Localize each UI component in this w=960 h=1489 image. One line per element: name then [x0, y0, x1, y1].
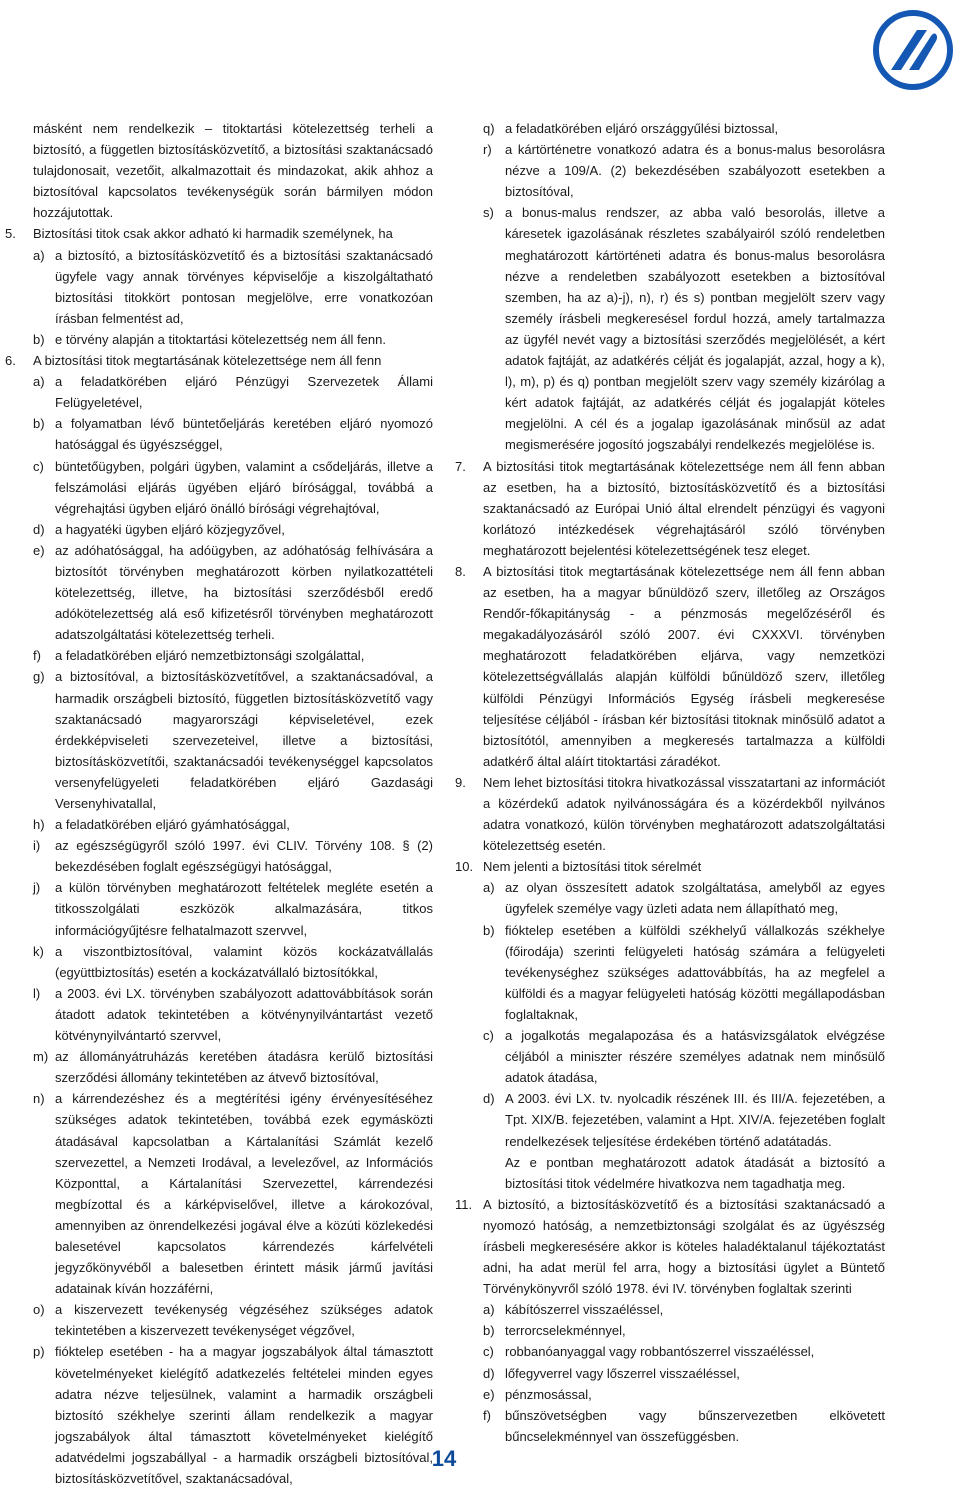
section-number: 10.: [455, 859, 474, 875]
list-item-letter: d): [483, 1091, 495, 1107]
list-item-text: lőfegyverrel vagy lőszerrel visszaéléssel,: [505, 1365, 740, 1381]
list-item-letter: a): [33, 374, 45, 390]
section-7: [455, 456, 885, 561]
list-item-text: a 2003. évi LX. törvényben szabályozott adattovábbítások során átadott adatok tekintetében a kötvénynyilvántartást vezető kötvénynyilvántartó szervvel,: [55, 985, 433, 1044]
list-item-letter: q): [483, 121, 495, 136]
list-item-letter: g): [33, 669, 45, 685]
list-item-letter: k): [33, 943, 44, 959]
list-item-text: robbanóanyaggal vagy robbantószerrel visszaéléssel,: [505, 1344, 815, 1360]
list-item: [33, 413, 433, 455]
section-text: A biztosítási titok megtartásának kötelezettsége nem áll fenn abban az esetben, ha a biztosító, biztosításközvetítő és a biztosítási szaktanácsadó az Európai Unió által elrendelt pénzügyi és vagyoni korlátozó intézkedések végrehajtásáról szóló törvényben meghatározott bejelentési kötelezettségének tesz eleget.: [483, 458, 885, 558]
section-9: [455, 772, 885, 856]
section-10-list: [483, 877, 885, 1151]
page-number: 14: [431, 1446, 457, 1471]
list-item: [33, 1046, 433, 1088]
section-text: A biztosítási titok megtartásának kötelezettsége nem áll fenn: [33, 353, 382, 369]
list-item: [33, 645, 433, 666]
list-item-letter: i): [33, 838, 41, 854]
list-item-letter: b): [483, 922, 495, 938]
section-5: [5, 223, 433, 244]
section-number: 6.: [5, 353, 16, 369]
company-logo: [873, 10, 953, 90]
section-number: 8.: [455, 563, 466, 579]
list-item-letter: e): [33, 542, 45, 558]
list-item: [483, 1088, 885, 1151]
section-number: 11.: [455, 1196, 473, 1212]
section-11: [455, 1194, 885, 1299]
list-item: [33, 941, 433, 983]
section-5-list: [33, 245, 433, 350]
right-column: [455, 118, 885, 1447]
list-item: [33, 329, 433, 350]
list-item-text: a biztosító, a biztosításközvetítő és a biztosítási szaktanácsadó ügyfele vagy annak törvényes képviselője a kiszolgáltatható biztosítási titokkört pontosan megjelölve, erre vonatkozóan írásban felmentést ad,: [55, 247, 433, 326]
list-item-text: a feladatkörében eljáró nemzetbiztonsági szolgálattal,: [55, 648, 365, 664]
list-item: [483, 118, 885, 139]
list-item-letter: f): [33, 648, 41, 664]
list-item-letter: e): [483, 1386, 495, 1402]
list-item: [33, 371, 433, 413]
list-item-text: bűnszövetségben vagy bűnszervezetben elkövetett bűncselekménnyel van összefüggésben.: [505, 1407, 885, 1444]
list-item-text: büntetőügyben, polgári ügyben, valamint a csődeljárás, illetve a felszámolási eljárás ügyében eljáró bírósággal, továbbá a végrehajtási ügyben eljáró önálló bírósági végrehajtóval,: [55, 458, 433, 516]
list-item-text: fióktelep esetében a külföldi székhelyű vállalkozás székhelye (főirodája) szerinti felügyeleti hatóság számára a felügyeleti tevékenységhez szükséges adattovábbítás, ha az megfelel a külföldi és a magyar felügyeleti hatóság közötti megállapodásban foglaltaknak,: [505, 922, 885, 1022]
list-item: [33, 456, 433, 519]
list-item-letter: h): [33, 817, 45, 833]
section-text: A biztosító, a biztosításközvetítő és a biztosítási szaktanácsadó a nyomozó hatóság, a nemzetbiztonsági szolgálat és az ügyészség írásbeli megkeresésére akkor is köteles haladéktalanul tájékoztatást adni, ha adat merül fel arra, hogy a biztosítási ügylet a Büntető Törvénykönyvről szóló 1978. évi IV. törvényben foglaltak szerinti: [483, 1196, 885, 1297]
section-6-list-continued: [483, 118, 885, 456]
list-item: [33, 1088, 433, 1299]
left-column: [5, 118, 433, 1489]
list-item-letter: b): [33, 331, 45, 347]
list-item: [33, 835, 433, 877]
list-item-letter: d): [33, 521, 45, 537]
list-item-letter: p): [33, 1344, 45, 1360]
list-item-text: terrorcselekménnyel,: [505, 1323, 626, 1339]
section-text: A biztosítási titok megtartásának kötelezettsége nem áll fenn abban az esetben, ha a magyar bűnüldöző szerv, illetőleg az Országos Rendőr-főkapitányság - a pénzmosás megelőzéséről és megakadályozásáról szóló 2007. évi CXXXVI. törvényben meghatározott feladatkörében eljárva, vagy nemzetközi kötelezettségvállalás alapján külföldi bűnüldöző szerv, illetőleg külföldi Pénzügyi Információs Egység írásbeli megkeresése teljesítése céljából - írásban kér biztosítási titoknak minősülő adatot a biztosítótól, amennyiben a megkeresés tartalmazza a külföldi adatkérő által aláírt titoktartási záradékot.: [483, 563, 885, 769]
list-item: [33, 666, 433, 814]
section-8: [455, 561, 885, 772]
list-item-text: A 2003. évi LX. tv. nyolcadik részének III. és III/A. fejezetében, a Tpt. XIX/B. fejezetében, valamint a Hpt. XIV/A. fejezetében foglalt rendelkezések teljesítése érdekében történő adatátadás.: [505, 1091, 885, 1149]
list-item: [33, 877, 433, 940]
list-item-letter: m): [33, 1049, 49, 1065]
list-item-letter: f): [483, 1407, 491, 1423]
list-item-letter: n): [33, 1091, 45, 1107]
list-item-letter: c): [483, 1028, 494, 1044]
section-text: Nem lehet biztosítási titokra hivatkozással visszatartani az információt a közérdekű adatok nyilvánosságára és a közérdekből nyilvános adatra vonatkozó, külön törvényben meghatározott adatszolgáltatási kötelezettség esetén.: [483, 774, 885, 854]
list-item-text: az adóhatósággal, ha adóügyben, az adóhatóság felhívására a biztosítót törvényben meghatározott körben nyilatkozattételi kötelezettség, illetve, ha biztosítási szerződésből eredő adókötelezettség alá eső kifizetésről törvényben meghatározott adatszolgáltatási kötelezettség terheli.: [55, 542, 433, 643]
list-item-letter: r): [483, 142, 492, 158]
list-item-text: a feladatkörében eljáró gyámhatósággal,: [55, 817, 290, 833]
list-item: [483, 139, 885, 202]
section-text: Biztosítási titok csak akkor adható ki harmadik személynek, ha: [33, 226, 393, 242]
list-item-text: fióktelep esetében - ha a magyar jogszabályok által támasztott követelményeket kielégítő adatkezelés feltételei minden egyes adatra nézve teljesülnek, valamint a harmadik országbeli biztosító székhelye szerinti állam rendelkezik a magyar jogszabályok által támasztott követelményeket kielégítő adatvédelmi jogszabállyal - a harmadik országbeli biztosítóval, biztosításközvetítővel, szaktanácsadóval,: [55, 1344, 433, 1486]
list-item: [483, 1405, 885, 1447]
list-item: [483, 1384, 885, 1405]
list-item: [483, 1320, 885, 1341]
list-item: [483, 1341, 885, 1362]
list-item-letter: o): [33, 1302, 45, 1318]
list-item-text: az állományátruházás keretében átadásra kerülő biztosítási szerződési állomány tekintetében az átvevő biztosítóval,: [55, 1049, 433, 1086]
list-item-letter: s): [483, 205, 494, 221]
list-item-text: a kiszervezett tevékenység végzéséhez szükséges adatok tekintetében a kiszervezett tevékenységet végzővel,: [55, 1302, 433, 1339]
list-item: [33, 983, 433, 1046]
list-item-letter: b): [483, 1323, 495, 1339]
list-item: [33, 814, 433, 835]
list-item-text: a bonus-malus rendszer, az abba való besorolás, illetve a káresetek igazolásának részletes szabályairól szóló rendeletben meghatározott kártörténeti adatra és bonus-malus besorolásra nézve a rendeletben szabályozott esetekben a biztosítóval szemben, ha az a)-j), n), r) és s) pontban megjelölt szerv vagy személy írásbeli megkeresésel fordul hozzá, amely tartalmazza az ügyfél nevét vagy a biztosítási szerződés megjelölését, a kért adatok fajtáját, az adatkérés célját és jogalapját, azzal, hogy a k), l), m), p) és q) pontban megjelölt szerv vagy személy kizárólag a kért adatok fajtáját, az adatkérés célját és jogalapját köteles megjelölni. A cél és a jogalap igazolásának minősül az adat megismerésére jogosító jogszabályi rendelkezés megjelölése is.: [505, 205, 885, 453]
list-item-text: az egészségügyről szóló 1997. évi CLIV. Törvény 108. § (2) bekezdésében foglalt egészségügyi hatósággal,: [55, 838, 433, 875]
list-item-text: e törvény alapján a titoktartási kötelezettség nem áll fenn.: [55, 331, 386, 347]
list-item-letter: a): [33, 247, 45, 263]
list-item: [483, 877, 885, 919]
section-6: [5, 350, 433, 371]
list-item-letter: a): [483, 1302, 495, 1318]
list-item-letter: c): [33, 458, 44, 474]
list-item: [483, 1025, 885, 1088]
section-number: 5.: [5, 226, 16, 242]
list-item: [483, 202, 885, 455]
section-10: [455, 856, 885, 877]
section-number: 7.: [455, 458, 466, 474]
list-item-text: a kárrendezéshez és a megtérítési igény érvényesítéséhez szükséges adatok tekintetében, továbbá ezek egymásközti átadásával kapcsolatban a Kártalanítási Számlát kezelő szervezettel, a Nemzeti Irodával, a levelezővel, az Információs Központtal, a Kártalanítási Szervezettel, kárrendezési megbízottal és a kárképviselővel, illetve a károkozóval, amennyiben az önrendelkezési jogával élve a közúti közlekedési balesetével kapcsolatos kárrendezés kárfelvételi jegyzőkönyvéből a balesetben érintett másik jármű javítási adatainak kíván hozzáférni,: [55, 1091, 433, 1297]
list-item-text: a hagyatéki ügyben eljáró közjegyzővel,: [55, 521, 285, 537]
list-item: [483, 1299, 885, 1320]
list-item-text: az olyan összesített adatok szolgáltatása, amelyből az egyes ügyfelek személye vagy üzleti adata nem állapítható meg,: [505, 880, 885, 917]
list-item: [483, 920, 885, 1025]
list-item-letter: a): [483, 880, 495, 896]
list-item: [33, 245, 433, 329]
list-item-letter: l): [33, 985, 41, 1001]
list-item-text: pénzmosással,: [505, 1386, 592, 1402]
list-item-text: a biztosítóval, a biztosításközvetítővel, a szaktanácsadóval, a harmadik országbeli biztosító, független biztosításközvetítő vagy szaktanácsadó magyarországi képviseletével, ezek érdekképviseleti szervezeteivel, illetve a biztosítási, biztosításközvetítői, szaktanácsadói tevékenységgel kapcsolatos versenyfelügyeleti feladatkörében eljáró Gazdasági Versenyhivatallal,: [55, 669, 433, 811]
section-11-list: [483, 1299, 885, 1447]
list-item: [33, 540, 433, 645]
intro-paragraph: másként nem rendelkezik – titoktartási kötelezettség terheli a biztosító, a független biztosításközvetítő, a biztosítási szaktanácsadó tulajdonosait, vezetőit, alkalmazottait és mindazokat, akik ahhoz a biztosítóval kapcsolatos tevékenységük során bármilyen módon hozzájutottak.: [33, 121, 433, 221]
list-item-text: a jogalkotás megalapozása és a hatásvizsgálatok elvégzése céljából a miniszter részére személyes adatnak nem minősülő adatok átadása,: [505, 1028, 885, 1086]
section-number: 9.: [455, 774, 466, 790]
list-item-text: a folyamatban lévő büntetőeljárás keretében eljáró nyomozó hatósággal és ügyészséggel,: [55, 416, 433, 453]
list-item-text: a külön törvényben meghatározott feltételek megléte esetén a titkosszolgálati eszközök alkalmazására, titkos információgyűjtésre felhatalmazott szervvel,: [55, 880, 433, 938]
list-item-text: a feladatkörében eljáró Pénzügyi Szervezetek Állami Felügyeletével,: [55, 374, 433, 411]
section-6-list: [33, 371, 433, 1489]
list-item-letter: j): [33, 880, 41, 896]
list-item: [33, 1299, 433, 1341]
list-item-letter: b): [33, 416, 45, 432]
list-item-text: a feladatkörében eljáró országgyűlési biztossal,: [505, 121, 779, 136]
list-item: [33, 519, 433, 540]
list-item-text: a kártörténetre vonatkozó adatra és a bonus-malus besorolásra nézve a 109/A. (2) bekezdésében szabályozott esetekben a biztosítóval,: [505, 142, 885, 200]
list-item-letter: d): [483, 1365, 495, 1381]
list-item-text: kábítószerrel visszaéléssel,: [505, 1302, 664, 1318]
list-item-letter: c): [483, 1344, 494, 1360]
list-item: [483, 1363, 885, 1384]
list-item-text: a viszontbiztosítóval, valamint közös kockázatvállalás (együttbiztosítás) esetén a kockázatvállaló biztosítókkal,: [55, 943, 433, 980]
section-text: Nem jelenti a biztosítási titok sérelmét: [483, 859, 702, 875]
section-10-closing: Az e pontban meghatározott adatok átadását a biztosító a biztosítási titok védelmére hivatkozva nem tagadhatja meg.: [505, 1154, 885, 1191]
